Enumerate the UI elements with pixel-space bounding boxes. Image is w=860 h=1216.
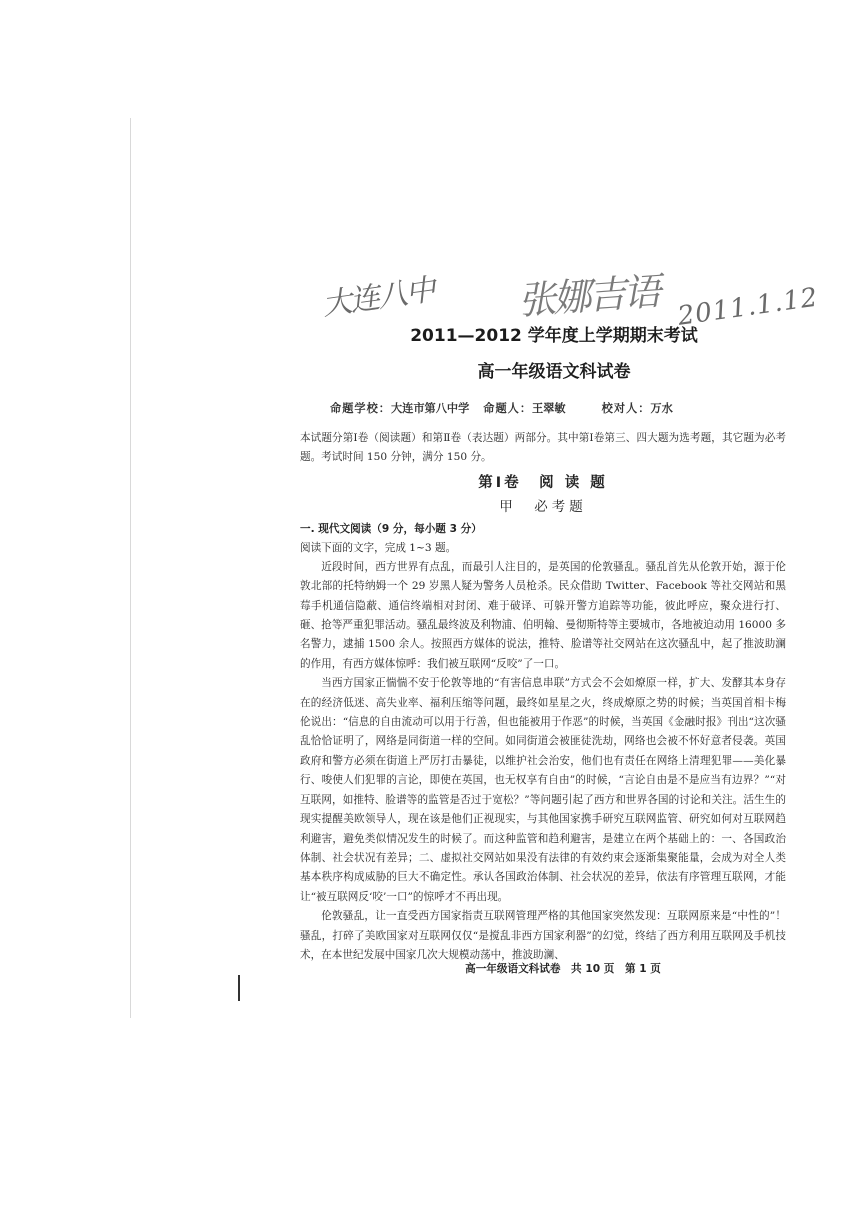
handwritten-school-note: 大连八中: [320, 272, 436, 323]
exam-subtitle: 高一年级语文科试卷: [477, 362, 631, 382]
handwritten-date: 2011.1.12: [675, 282, 821, 332]
school-value: 大连市第八中学: [390, 402, 470, 415]
question-heading: 一. 现代文阅读（9 分，每小题 3 分）: [300, 522, 482, 535]
author-label: 命题人：: [483, 402, 533, 415]
section-subtitle: 甲 必考题: [499, 498, 587, 515]
reading-paragraph: 近段时间，西方世界有点乱，而最引人注目的，是英国的伦敦骚乱。骚乱首先从伦敦开始，源于伦敦北部的托特纳姆一个 29 岁黑人疑为警务人员枪杀。民众借助 Twitter、Facebook 等社交网站和黑莓手机通信隐蔽、通信终端相对封闭、难于破译、可躲开警方追踪等功能，彼此呼应，聚众进行打、砸、抢等严重犯罪活动。骚乱最终波及利物浦、伯明翰、曼彻斯特等主要城市，各地被迫动用 16000 多名警力，逮捕 1500 余人。按照西方媒体的说法，推特、脸谱等社交网站在这次骚乱中，起了推波助澜的作用，有西方媒体惊呼：我们被互联网“反咬”了一口。: [300, 560, 786, 670]
page-footer: 高一年级语文科试卷 共 10 页 第 1 页: [465, 963, 661, 975]
reading-paragraph: 伦敦骚乱，让一直受西方国家指责互联网管理严格的其他国家突然发现：互联网原来是“中性的”！骚乱，打碎了美欧国家对互联网仅仅“是搅乱非西方国家利器”的幻觉，终结了西方利用互联网及手机技术，在本世纪发展中国家几次大规模动荡中，推波助澜、: [300, 910, 786, 961]
reading-paragraph: 当西方国家正惴惴不安于伦敦等地的“有害信息串联”方式会不会如燎原一样，扩大、发酵其本身存在的经济低迷、高失业率、福利压缩等问题，最终如星星之火，终成燎原之势的时候；当英国首相卡梅伦说出：“信息的自由流动可以用于行善，但也能被用于作恶”的时候，当英国《金融时报》刊出“这次骚乱恰恰证明了，网络是同街道一样的空间。如同街道会被匪徒洗劫，网络也会被不怀好意者侵袭。英国政府和警方必须在街道上严厉打击暴徒，以维护社会治安，他们也有责任在网络上清理犯罪——美化暴行、唆使人们犯罪的言论，即使在英国，也无权享有自由”的时候，“言论自由是不是应当有边界？”“对互联网，如推特、脸谱等的监管是否过于宽松？”等问题引起了西方和世界各国的讨论和关注。活生生的现实提醒美欧领导人，现在该是他们正视现实，与其他国家携手研究互联网监管、研究如何对互联网趋利避害，避免类似情况发生的时候了。而这种监管和趋利避害，是建立在两个基础上的：一、各国政治体制、社会状况有差异；二、虚拟社交网站如果没有法律的有效约束会逐渐集聚能量，会成为对全人类基本秩序构成威胁的巨大不确定性。承认各国政治体制、社会状况的差异，依法有序管理互联网，才能让“被互联网反‘咬’一口”的惊呼才不再出现。: [300, 677, 786, 903]
author-value: 王翠敏: [532, 402, 566, 415]
exam-title: 2011—2012 学年度上学期期末考试: [410, 326, 698, 346]
exam-instructions: 本试题分第Ⅰ卷（阅读题）和第Ⅱ卷（表达题）两部分。其中第Ⅰ卷第三、四大题为选考题，其它题为必考题。考试时间 150 分钟，满分 150 分。: [300, 432, 786, 464]
scan-edge: [130, 118, 131, 1018]
checker-label: 校对人：: [601, 402, 651, 415]
school-label: 命题学校：: [330, 402, 391, 415]
exam-document: [300, 322, 786, 965]
credits-line: [330, 399, 786, 419]
scan-mark: [238, 975, 240, 1001]
question-instruction: 阅读下面的文字，完成 1~3 题。: [300, 541, 457, 554]
checker-value: 万水: [650, 402, 673, 415]
handwritten-signature: 张娜吉语: [516, 269, 660, 323]
section-title: 第Ⅰ卷 阅 读 题: [478, 474, 608, 491]
